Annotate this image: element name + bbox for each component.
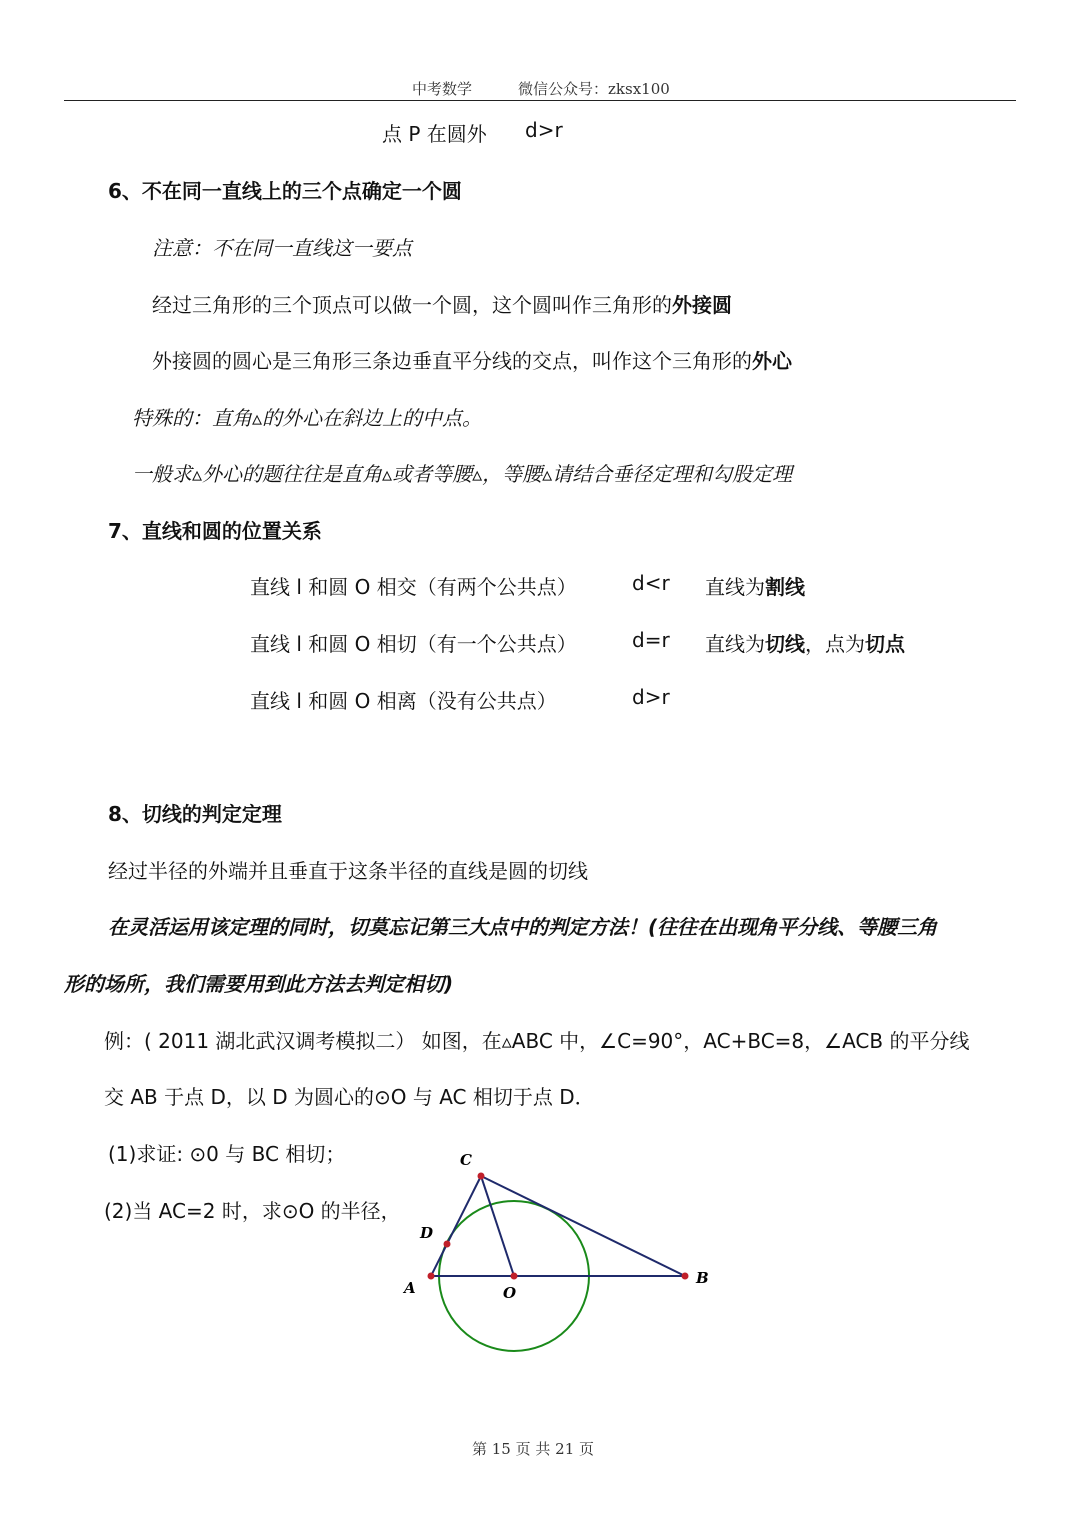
relation-tangent-desc: 直线 l 和圆 O 相切（有一个公共点） [250, 632, 577, 656]
label-d: D [420, 1224, 434, 1242]
page-number: 第 15 页 共 21 页 [472, 1440, 595, 1458]
point-outside-condition: d>r [525, 118, 563, 142]
circumcenter-text: 外接圆的圆心是三角形三条边垂直平分线的交点，叫作这个三角形的 [152, 349, 752, 373]
circumcenter-paragraph [152, 345, 792, 374]
header-right: 微信公众号：zksx100 [518, 80, 670, 98]
special-case-note: 特殊的：直角▵的外心在斜边上的中点。 [132, 406, 483, 430]
relation-intersect-cond: d<r [632, 571, 670, 595]
section-8-title: 8、切线的判定定理 [108, 802, 282, 826]
segment-ac [431, 1176, 481, 1276]
point-c [478, 1173, 485, 1180]
circumcircle-term: 外接圆 [672, 293, 732, 317]
relation-tangent-result [705, 628, 905, 657]
geometry-figure [390, 1140, 730, 1390]
tangent-point-term: 切点 [865, 632, 905, 656]
general-tip-note: 一般求▵外心的题往往是直角▵或者等腰▵，等腰▵请结合垂径定理和勾股定理 [132, 462, 793, 486]
label-c: C [460, 1151, 472, 1169]
label-b: B [696, 1269, 709, 1287]
label-o: O [503, 1284, 517, 1302]
point-b [682, 1273, 689, 1280]
section-7-title: 7、直线和圆的位置关系 [108, 519, 322, 543]
result-prefix: 直线为 [705, 575, 765, 599]
emphasis-line-2: 形的场所，我们需要用到此方法去判定相切) [64, 972, 454, 996]
circumcircle-text: 经过三角形的三个顶点可以做一个圆，这个圆叫作三角形的 [152, 293, 672, 317]
section-6-title: 6、不在同一直线上的三个点确定一个圆 [108, 179, 462, 203]
example-line-2: 交 AB 于点 D，以 D 为圆心的⊙O 与 AC 相切于点 D． [104, 1085, 595, 1109]
point-o [511, 1273, 518, 1280]
segment-cb [481, 1176, 685, 1276]
question-1: (1)求证: ⊙0 与 BC 相切； [108, 1142, 346, 1166]
relation-separate-cond: d>r [632, 685, 670, 709]
example-line-1: 例：( 2011 湖北武汉调考模拟二） 如图，在▵ABC 中，∠C=90°，AC+BC=8，∠ACB 的平分线 [104, 1029, 970, 1053]
point-d [444, 1241, 451, 1248]
relation-separate-desc: 直线 l 和圆 O 相离（没有公共点） [250, 689, 557, 713]
header-rule [64, 100, 1016, 101]
header-left: 中考数学 [412, 80, 473, 98]
circumcircle-paragraph [152, 289, 732, 318]
relation-tangent-cond: d=r [632, 628, 670, 652]
relation-intersect-result [705, 571, 805, 600]
circumcenter-term: 外心 [752, 349, 792, 373]
relation-intersect-desc: 直线 l 和圆 O 相交（有两个公共点） [250, 575, 577, 599]
result-prefix: 直线为 [705, 632, 765, 656]
secant-term: 割线 [765, 575, 805, 599]
point-a [428, 1273, 435, 1280]
segment-co [481, 1176, 514, 1276]
tangent-theorem: 经过半径的外端并且垂直于这条半径的直线是圆的切线 [108, 859, 588, 883]
result-middle: ，点为 [805, 632, 865, 656]
question-2: (2)当 AC=2 时，求⊙O 的半径， [104, 1199, 401, 1223]
tangent-line-term: 切线 [765, 632, 805, 656]
section-6-note: 注意：不在同一直线这一要点 [152, 236, 412, 260]
label-a: A [404, 1279, 416, 1297]
point-outside-text: 点 P 在圆外 [382, 122, 487, 146]
emphasis-line-1: 在灵活运用该定理的同时，切莫忘记第三大点中的判定方法！(往往在出现角平分线、等腰三角 [108, 915, 938, 939]
